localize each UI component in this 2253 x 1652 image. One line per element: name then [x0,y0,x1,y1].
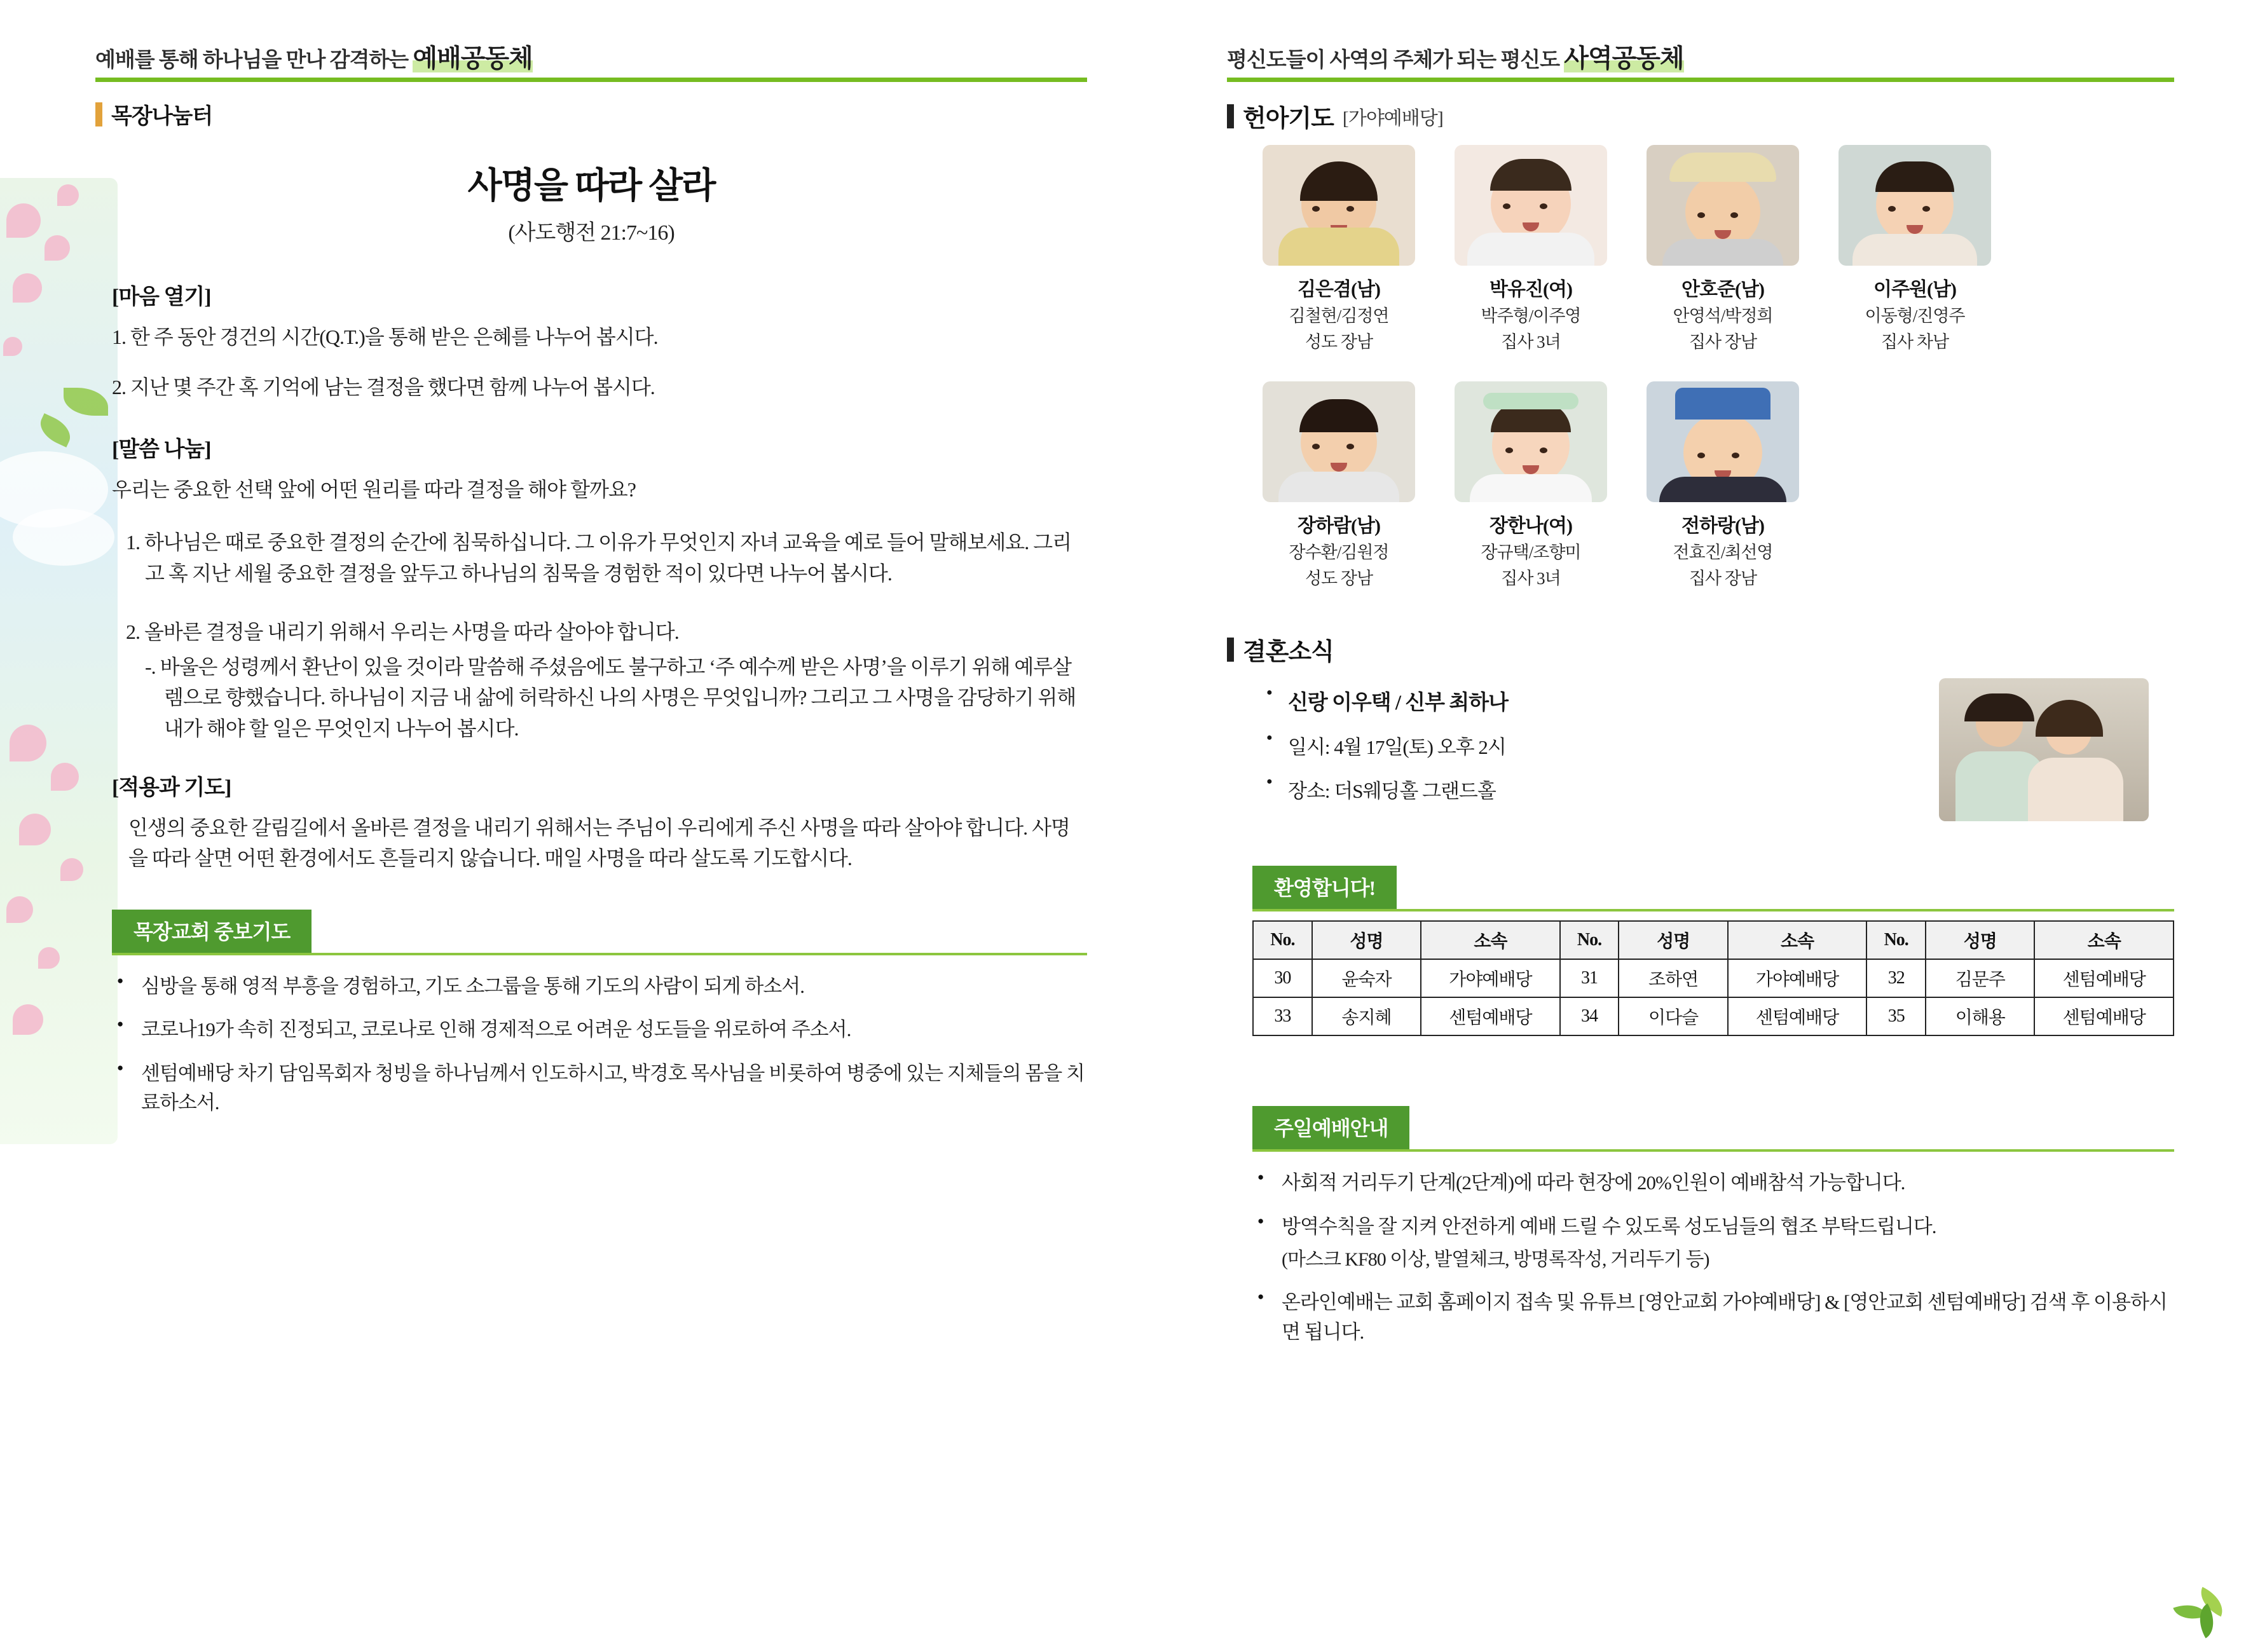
word-share-item-2: 2. 올바른 결정을 내리기 위해서 우리는 사명을 따라 살아야 합니다. [126,620,679,644]
list-item: ● 심방을 통해 영적 부흥을 경험하고, 기도 소그룹을 통해 기도의 사람이 되게 하소서. [112,972,1087,1002]
dedication-title: 헌아기도 [1243,106,1334,132]
worship-info-list [1252,1168,2174,1347]
baby-card [1263,145,1415,353]
baby-role: 집사 장남 [1688,332,1757,352]
col-name: 성명 [1619,921,1727,959]
left-header-plain: 예배를 통해 하나님을 만나 감격하는 [95,49,413,72]
baby-photo [1263,381,1415,502]
baby-name: 안호준(남) [1681,279,1764,300]
worship-info-item-2: 방역수칙을 잘 지켜 안전하게 예배 드릴 수 있도록 성도님들의 협조 부탁드립니다. [1282,1215,1936,1238]
table-row [1253,997,2174,1035]
section-title-moksang [95,99,1087,130]
word-share-item-2-sub: -. 바울은 성령께서 환난이 있을 것이라 말씀해 주셨음에도 불구하고 ‘주 예수께 받은 사명’을 이루기 위해 예루살렘으로 향했습니다. 하나님이 지금 내 삶에 허락하신 나의 사명은 무엇입니까? 그리고 그 사명을 감당하기 위해 내가 해야 할 일은 무엇인지 나누어 봅시다. [145,655,1076,740]
corner-leaf-icon [2175,1588,2230,1633]
list-item [1252,1212,2174,1274]
baby-role: 성도 장남 [1305,569,1373,589]
cell: 34 [1560,997,1619,1035]
cell: 35 [1866,997,1926,1035]
welcome-label: 환영합니다! [1252,866,1397,909]
col-name: 성명 [1312,921,1421,959]
cell: 센텀예배당 [1421,997,1559,1035]
list-item: ● 사회적 거리두기 단계(2단계)에 따라 현장에 20%인원이 예배참석 가능합니다. [1252,1168,2174,1198]
baby-photo [1839,145,1991,266]
right-header-bold: 사역공동체 [1564,44,1684,72]
baby-name: 전하랑(남) [1681,515,1764,537]
orange-bar-icon [95,102,102,126]
baby-role: 집사 차남 [1880,332,1949,352]
wedding-datetime: ● 일시: 4월 17일(토) 오후 2시 [1263,731,1920,760]
worship-info-rule [1252,1149,2174,1152]
cell: 가야예배당 [1421,959,1559,997]
worship-info-box [1252,1106,2174,1347]
col-affiliation: 소속 [1421,921,1559,959]
baby-card [1263,381,1415,590]
word-share-lead: 우리는 중요한 선택 앞에 어떤 원리를 따라 결정을 해야 할까요? [112,478,636,502]
cell: 윤숙자 [1312,959,1421,997]
list-item: ● 온라인예배는 교회 홈페이지 접속 및 유튜브 [영안교회 가야예배당] & [영안교회 센텀예배당] 검색 후 이용하시면 됩니다. [1252,1288,2174,1347]
worship-info-label: 주일예배안내 [1252,1106,1409,1149]
welcome-rule [1252,909,2174,911]
cell: 이해용 [1926,997,2034,1035]
baby-card [1455,381,1607,590]
baby-parents: 김철현/김정연 [1289,306,1389,325]
table-row [1253,959,2174,997]
baby-card [1647,145,1799,353]
cell: 센텀예배당 [2034,959,2174,997]
cell: 30 [1253,959,1312,997]
col-no: No. [1560,921,1619,959]
baby-photo-grid [1263,145,2174,590]
wedding-info-list [1263,686,1920,819]
section-label: 목장나눔터 [111,105,213,128]
baby-photo [1455,145,1607,266]
baby-card [1647,381,1799,590]
cell: 가야예배당 [1728,959,1866,997]
col-affiliation: 소속 [2034,921,2174,959]
baby-role: 집사 3녀 [1501,569,1561,589]
welcome-box [1227,866,2174,1036]
wedding-title: 결혼소식 [1243,639,1334,666]
right-column [1227,38,2174,1361]
wedding-photo [1939,678,2149,821]
col-name: 성명 [1926,921,2034,959]
open-heart-head: [마음 열기] [112,285,211,309]
word-share-head: [말씀 나눔] [112,438,211,462]
dedication-subtitle: [가야예배당] [1342,107,1443,129]
sermon-title: 사명을 따라 살라 [467,167,715,206]
wedding-venue: ● 장소: 더S웨딩홀 그랜드홀 [1263,775,1920,803]
baby-name: 김은겸(남) [1298,279,1380,300]
wedding-couple: ● 신랑 이우택 / 신부 최하나 [1263,686,1920,716]
left-header-banner [95,38,1087,82]
baby-parents: 박주형/이주영 [1481,306,1581,325]
baby-photo [1455,381,1607,502]
cell: 송지혜 [1312,997,1421,1035]
wedding-block [1227,678,2174,821]
right-header-plain: 평신도들이 사역의 주체가 되는 평신도 [1227,49,1565,72]
col-affiliation: 소속 [1728,921,1866,959]
baby-parents: 장수환/김원정 [1289,543,1389,563]
left-header-bold: 예배공동체 [413,44,533,72]
cell: 33 [1253,997,1312,1035]
prayer-box-rule [112,953,1087,955]
baby-parents: 안영석/박정희 [1673,306,1773,325]
prayer-box-list [112,972,1087,1118]
word-share-block [95,432,1087,744]
baby-name: 장한나(여) [1489,515,1572,537]
section-title-dedication [1227,99,2174,133]
baby-photo [1647,145,1799,266]
cell: 이다슬 [1619,997,1727,1035]
baby-role: 집사 3녀 [1501,332,1561,352]
baby-parents: 전효진/최선영 [1673,543,1773,563]
baby-photo [1263,145,1415,266]
cell: 32 [1866,959,1926,997]
cell: 김문주 [1926,959,2034,997]
section-title-wedding [1227,632,2174,667]
col-no: No. [1866,921,1926,959]
open-heart-block [95,279,1087,402]
cell: 31 [1560,959,1619,997]
apply-pray-head: [적용과 기도] [112,775,231,800]
baby-name: 박유진(여) [1489,279,1572,300]
baby-photo [1647,381,1799,502]
black-bar-icon [1227,104,1234,128]
baby-name: 장하람(남) [1298,515,1380,537]
right-header-banner [1227,38,2174,82]
baby-role: 성도 장남 [1305,332,1373,352]
baby-role: 집사 장남 [1688,569,1757,589]
sermon-reference: (사도행전 21:7~16) [508,221,675,245]
cell: 센텀예배당 [1728,997,1866,1035]
baby-parents: 장규택/조향미 [1481,543,1581,563]
open-heart-item-1: 1. 한 주 동안 경건의 시간(Q.T.)을 통해 받은 은혜를 나누어 봅시다. [112,325,658,348]
apply-pray-text: 인생의 중요한 갈림길에서 올바른 결정을 내리기 위해서는 주님이 우리에게 주신 사명을 따라 살아야 합니다. 사명을 따라 살면 어떤 환경에서도 흔들리지 않습니다. 매일 사명을 따라 살도록 기도합시다. [128,816,1070,870]
baby-name: 이주원(남) [1873,279,1956,300]
prayer-box-label: 목장교회 중보기도 [112,910,312,953]
open-heart-item-2: 2. 지난 몇 주간 혹 기억에 남는 결정을 했다면 함께 나누어 봅시다. [112,375,655,399]
prayer-box [112,910,1087,1118]
list-item: ● 코로나19가 속히 진정되고, 코로나로 인해 경제적으로 어려운 성도들을 위로하여 주소서. [112,1015,1087,1045]
welcome-table [1252,920,2174,1036]
list-item: ● 센텀예배당 차기 담임목회자 청빙을 하나님께서 인도하시고, 박경호 목사님을 비롯하여 병중에 있는 지체들의 몸을 치료하소서. [112,1059,1087,1118]
cell: 센텀예배당 [2034,997,2174,1035]
word-share-item-1: 1. 하나님은 때로 중요한 결정의 순간에 침묵하십니다. 그 이유가 무엇인지 자녀 교육을 예로 들어 말해보세요. 그리고 혹 지난 세월 중요한 결정을 앞두고 하나님의 침묵을 경험한 적이 있다면 나누어 봅시다. [126,530,1072,585]
table-header-row [1253,921,2174,959]
worship-info-subnote: (마스크 KF80 이상, 발열체크, 방명록작성, 거리두기 등) [1282,1249,1709,1271]
left-column [95,38,1087,1132]
apply-pray-block [95,770,1087,874]
baby-card [1839,145,1991,353]
baby-card [1455,145,1607,353]
col-no: No. [1253,921,1312,959]
cell: 조하연 [1619,959,1727,997]
black-bar-icon [1227,638,1234,662]
baby-parents: 이동형/진영주 [1865,306,1965,325]
